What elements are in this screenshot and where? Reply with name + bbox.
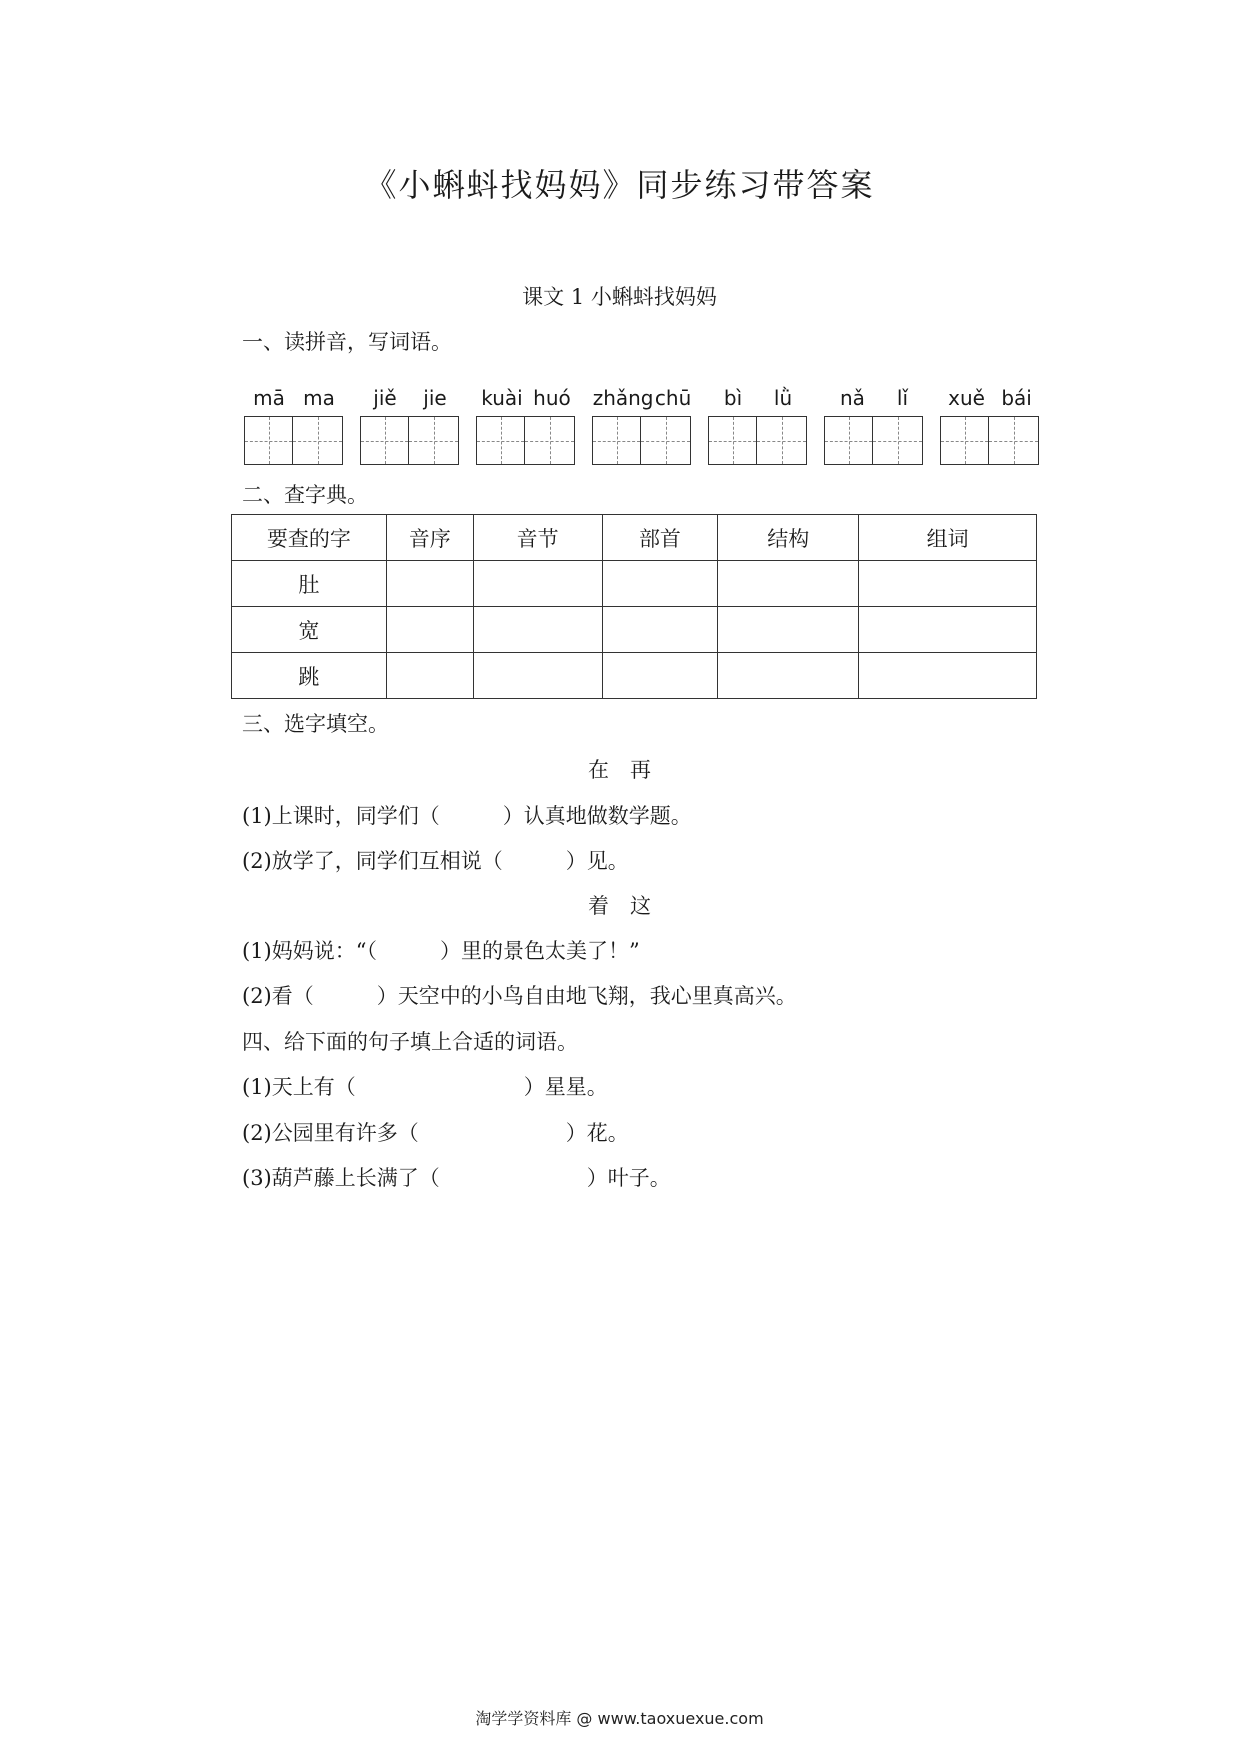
column-header: 部首 [602, 515, 718, 561]
table-row [232, 653, 1037, 699]
column-header: 组词 [859, 515, 1037, 561]
section3-heading: 三、选字填空。 [242, 712, 389, 736]
writing-grid[interactable] [708, 416, 808, 466]
pinyin-group: mā ma [253, 386, 335, 410]
answer-cell[interactable] [386, 607, 473, 653]
answer-cell[interactable] [602, 607, 718, 653]
answer-cell[interactable] [718, 653, 859, 699]
fill-blank-item: (2)公园里有许多（ ）花。 [242, 1121, 629, 1145]
fill-blank-item: (3)葫芦藤上长满了（ ）叶子。 [242, 1166, 671, 1190]
answer-cell[interactable] [386, 653, 473, 699]
pinyin-group: kuài huó [481, 386, 571, 410]
pinyin-group: zhǎng chū [592, 386, 692, 410]
fill-blank-item: (2)看（ ）天空中的小鸟自由地飞翔，我心里真高兴。 [242, 984, 797, 1008]
fill-blank-item: (1)天上有（ ）星星。 [242, 1075, 608, 1099]
section1-heading: 一、读拼音，写词语。 [242, 330, 452, 354]
pinyin-group: nǎ lǐ [839, 386, 909, 410]
answer-cell[interactable] [473, 653, 602, 699]
lesson-title: 课文 1 小蝌蚪找妈妈 [522, 285, 717, 309]
writing-grid[interactable] [476, 416, 576, 466]
answer-cell[interactable] [859, 653, 1037, 699]
pinyin-row [244, 386, 1044, 416]
fill-blank-item: (1)上课时，同学们（ ）认真地做数学题。 [242, 804, 692, 828]
column-header: 结构 [718, 515, 859, 561]
writing-grid[interactable] [824, 416, 924, 466]
answer-cell[interactable] [859, 607, 1037, 653]
answer-cell[interactable] [602, 561, 718, 607]
dictionary-table [231, 514, 1037, 699]
choice-chars: 着 这 [588, 894, 651, 918]
column-header: 音序 [386, 515, 473, 561]
lookup-char: 宽 [232, 607, 387, 653]
table-header-row [232, 515, 1037, 561]
writing-grid[interactable] [592, 416, 692, 466]
answer-cell[interactable] [718, 561, 859, 607]
lookup-char: 跳 [232, 653, 387, 699]
answer-cell[interactable] [473, 561, 602, 607]
answer-cell[interactable] [718, 607, 859, 653]
page-title: 《小蝌蚪找妈妈》同步练习带答案 [364, 166, 875, 204]
lookup-char: 肚 [232, 561, 387, 607]
section4-heading: 四、给下面的句子填上合适的词语。 [242, 1030, 578, 1054]
answer-cell[interactable] [386, 561, 473, 607]
column-header: 音节 [473, 515, 602, 561]
fill-blank-item: (2)放学了，同学们互相说（ ）见。 [242, 849, 629, 873]
answer-cell[interactable] [473, 607, 602, 653]
writing-grid[interactable] [360, 416, 460, 466]
section2-heading: 二、查字典。 [242, 483, 368, 507]
footer-watermark: 淘学学资料库 @ www.taoxuexue.com [475, 1709, 764, 1728]
answer-cell[interactable] [602, 653, 718, 699]
writing-grid[interactable] [940, 416, 1040, 466]
column-header: 要查的字 [232, 515, 387, 561]
writing-grid[interactable] [244, 416, 344, 466]
pinyin-group: jiě jie [373, 386, 447, 410]
answer-cell[interactable] [859, 561, 1037, 607]
table-row [232, 561, 1037, 607]
pinyin-group: bì lǜ [723, 386, 793, 410]
choice-chars: 在 再 [588, 758, 651, 782]
fill-blank-item: (1)妈妈说：“（ ）里的景色太美了！” [242, 939, 640, 963]
pinyin-group: xuě bái [948, 386, 1032, 410]
table-row [232, 607, 1037, 653]
